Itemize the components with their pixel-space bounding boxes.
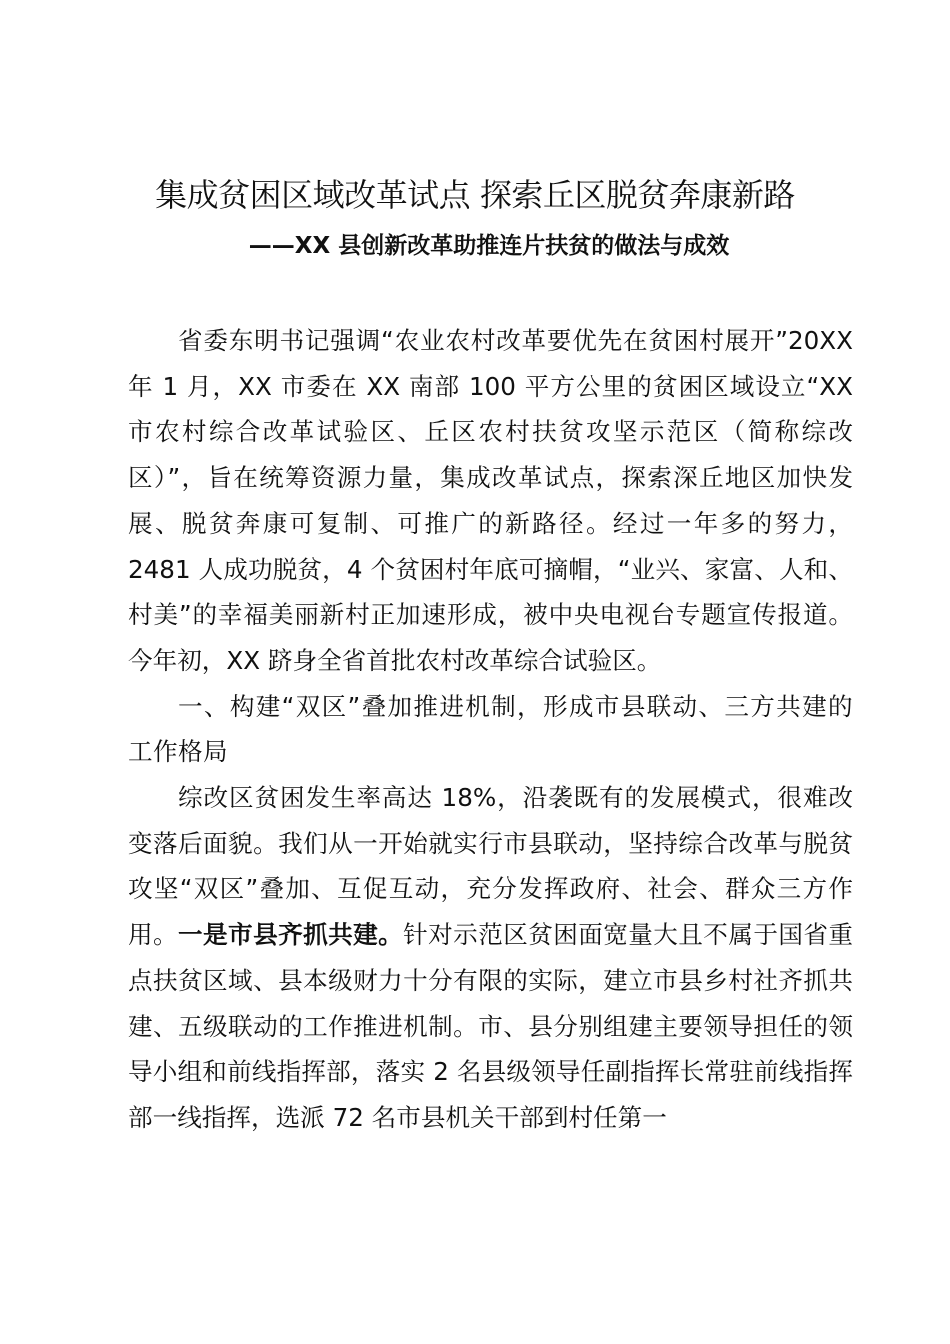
- section-1-paragraph: [128, 775, 853, 1141]
- intro-paragraph: 省委东明书记强调“农业农村改革要优先在贫困村展开”20XX 年 1 月，XX 市委在 XX 南部 100 平方公里的贫困区域设立“XX 市农村综合改革试验区、丘区农村扶贫攻坚示范区（简称综改区）”，旨在统筹资源力量，集成改革试点，探索深丘地区加快发展、脱贫奔康可复制、可推广的新路径。经过一年多的努力，2481 人成功脱贫，4 个贫困村年底可摘帽，“业兴、家富、人和、村美”的幸福美丽新村正加速形成，被中央电视台专题宣传报道。今年初，XX 跻身全省首批农村改革综合试验区。: [128, 326, 853, 675]
- document-title: 集成贫困区域改革试点 探索丘区脱贫奔康新路: [155, 176, 795, 214]
- paragraph-continuation-text: 针对示范区贫困面宽量大且不属于国省重点扶贫区域、县本级财力十分有限的实际，建立市县乡村社齐抓共建、五级联动的工作推进机制。市、县分别组建主要领导担任的领导小组和前线指挥部，落实 2 名县级领导任副指挥长常驻前线指挥部一线指挥，选派 72 名市县机关干部到村任第一: [128, 920, 853, 1132]
- paragraph-lead-text: 综改区贫困发生率高达 18%，沿袭既有的发展模式，很难改变落后面貌。我们从一开始就实行市县联动，坚持综合改革与脱贫攻坚“双区”叠加、互促互动，充分发挥政府、社会、群众三方作用。: [128, 783, 853, 950]
- document-subtitle: ——XX 县创新改革助推连片扶贫的做法与成效: [248, 233, 730, 259]
- section-heading-1: 一、构建“双区”叠加推进机制，形成市县联动、三方共建的工作格局: [128, 691, 853, 767]
- document-body: [128, 318, 853, 1141]
- bold-point-1: 一是市县齐抓共建。: [178, 920, 404, 950]
